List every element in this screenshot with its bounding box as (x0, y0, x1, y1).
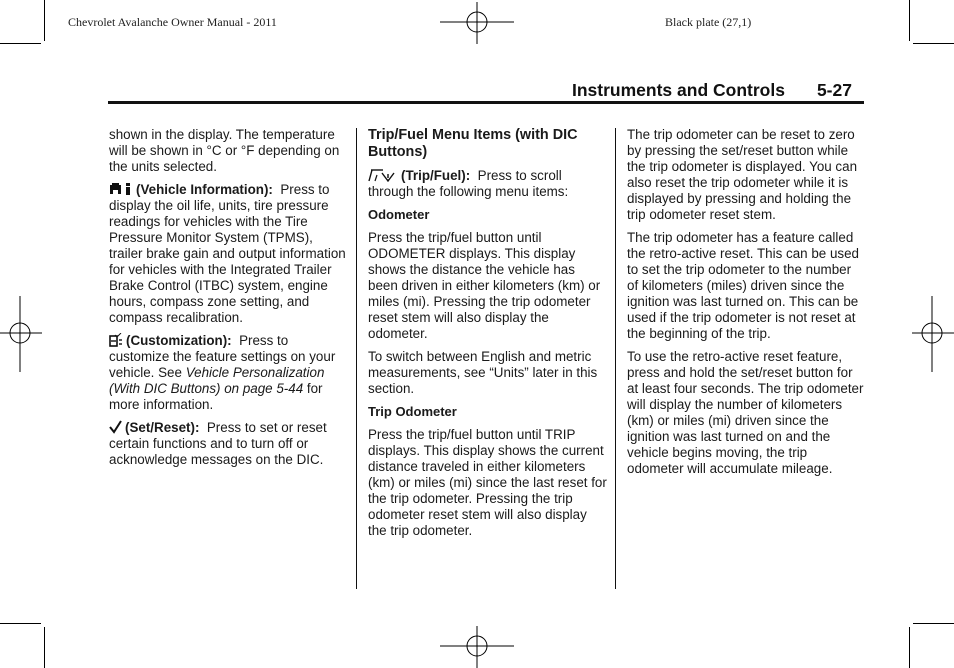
customization-icon (109, 333, 123, 347)
manual-title: Chevrolet Avalanche Owner Manual - 2011 (68, 15, 277, 29)
customization-text: Press to customize the feature settings on your vehicle. See (109, 333, 336, 380)
vehicle-info-text: Press to display the oil life, units, tire pressure readings for vehicles with the Tire Pressure Monitor System (TPMS), trailer brake gain and output information for vehicles with the Integrated Trailer Brake Control (ITBC) system, engine hours, compass zone setting, and compass recalibration. (109, 182, 346, 325)
column-divider (356, 128, 357, 589)
trip-fuel-text: Press to scroll through the following menu items: (368, 168, 569, 199)
crop-mark (44, 627, 45, 668)
vehicle-info-label: (Vehicle Information): (136, 182, 273, 197)
crop-mark (0, 623, 41, 624)
section-title: Instruments and Controls (572, 80, 785, 100)
customization-tail: for more information. (109, 381, 323, 412)
crop-mark (909, 627, 910, 668)
column-1 (109, 127, 347, 475)
column-3 (627, 127, 865, 484)
trip-fuel-icon (368, 168, 398, 182)
crop-mark (44, 0, 45, 41)
section-header (572, 80, 852, 101)
set-reset-paragraph (109, 420, 347, 468)
customization-label: (Customization): (126, 333, 232, 348)
crop-mark (0, 43, 41, 44)
set-reset-label: (Set/Reset): (125, 420, 200, 435)
customization-paragraph (109, 333, 347, 413)
set-reset-text: Press to set or reset certain functions and to turn off or acknowledge messages on the DIC. (109, 420, 327, 467)
trip-odometer-heading: Trip Odometer (368, 404, 457, 419)
paragraph: The trip odometer has a feature called the retro-active reset. This can be used to set the trip odometer to the number of kilometers (miles) driven since the ignition was last turned on. This can be used if the trip odometer is not reset at the beginning of the trip. (627, 230, 859, 341)
crop-mark (909, 0, 910, 41)
column-divider (615, 128, 616, 589)
paragraph: Press the trip/fuel button until TRIP displays. This display shows the current distance traveled in either kilometers (km) or miles (mi) since the last reset for the trip odometer. Pressing the trip odometer reset stem will also display the trip odometer. (368, 427, 607, 538)
vehicle-info-icon (109, 183, 133, 196)
plate-label: Black plate (27,1) (665, 15, 752, 29)
paragraph: To use the retro-active reset feature, press and hold the set/reset button for at least four seconds. The trip odometer will display the number of kilometers (km) or miles (mi) driven since the ignition was last turned on and the vehicle begins moving, the trip odometer will accumulate mileage. (627, 349, 864, 476)
cross-reference-link[interactable]: Vehicle Personalization (With DIC Buttons) on page 5-44 (109, 365, 325, 396)
paragraph: shown in the display. The temperature will be shown in °C or °F depending on the units selected. (109, 127, 340, 174)
vehicle-info-paragraph (109, 182, 347, 326)
registration-mark-right (912, 296, 954, 372)
odometer-heading: Odometer (368, 207, 430, 222)
paragraph: To switch between English and metric measurements, see “Units” later in this section. (368, 349, 598, 396)
column-2 (368, 127, 608, 546)
header-rule (108, 101, 864, 104)
page-number: 5-27 (816, 80, 852, 100)
paragraph: The trip odometer can be reset to zero by pressing the set/reset button while the trip odometer is displayed. You can also reset the trip odometer while it is displayed by pressing and holding the trip odometer reset stem. (627, 127, 858, 222)
trip-fuel-paragraph (368, 168, 608, 200)
registration-mark-top (440, 2, 514, 46)
paragraph: Press the trip/fuel button until ODOMETER displays. This display shows the distance the vehicle has been driven in either kilometers (km) or miles (mi). Pressing the trip odometer reset stem will also display the odometer. (368, 230, 601, 341)
checkmark-icon (109, 420, 122, 434)
crop-mark (913, 43, 954, 44)
crop-mark (913, 623, 954, 624)
trip-fuel-label: (Trip/Fuel): (401, 168, 471, 183)
registration-mark-left (0, 296, 42, 372)
registration-mark-bottom (440, 626, 514, 668)
subsection-heading: Trip/Fuel Menu Items (with DIC Buttons) (368, 127, 578, 160)
